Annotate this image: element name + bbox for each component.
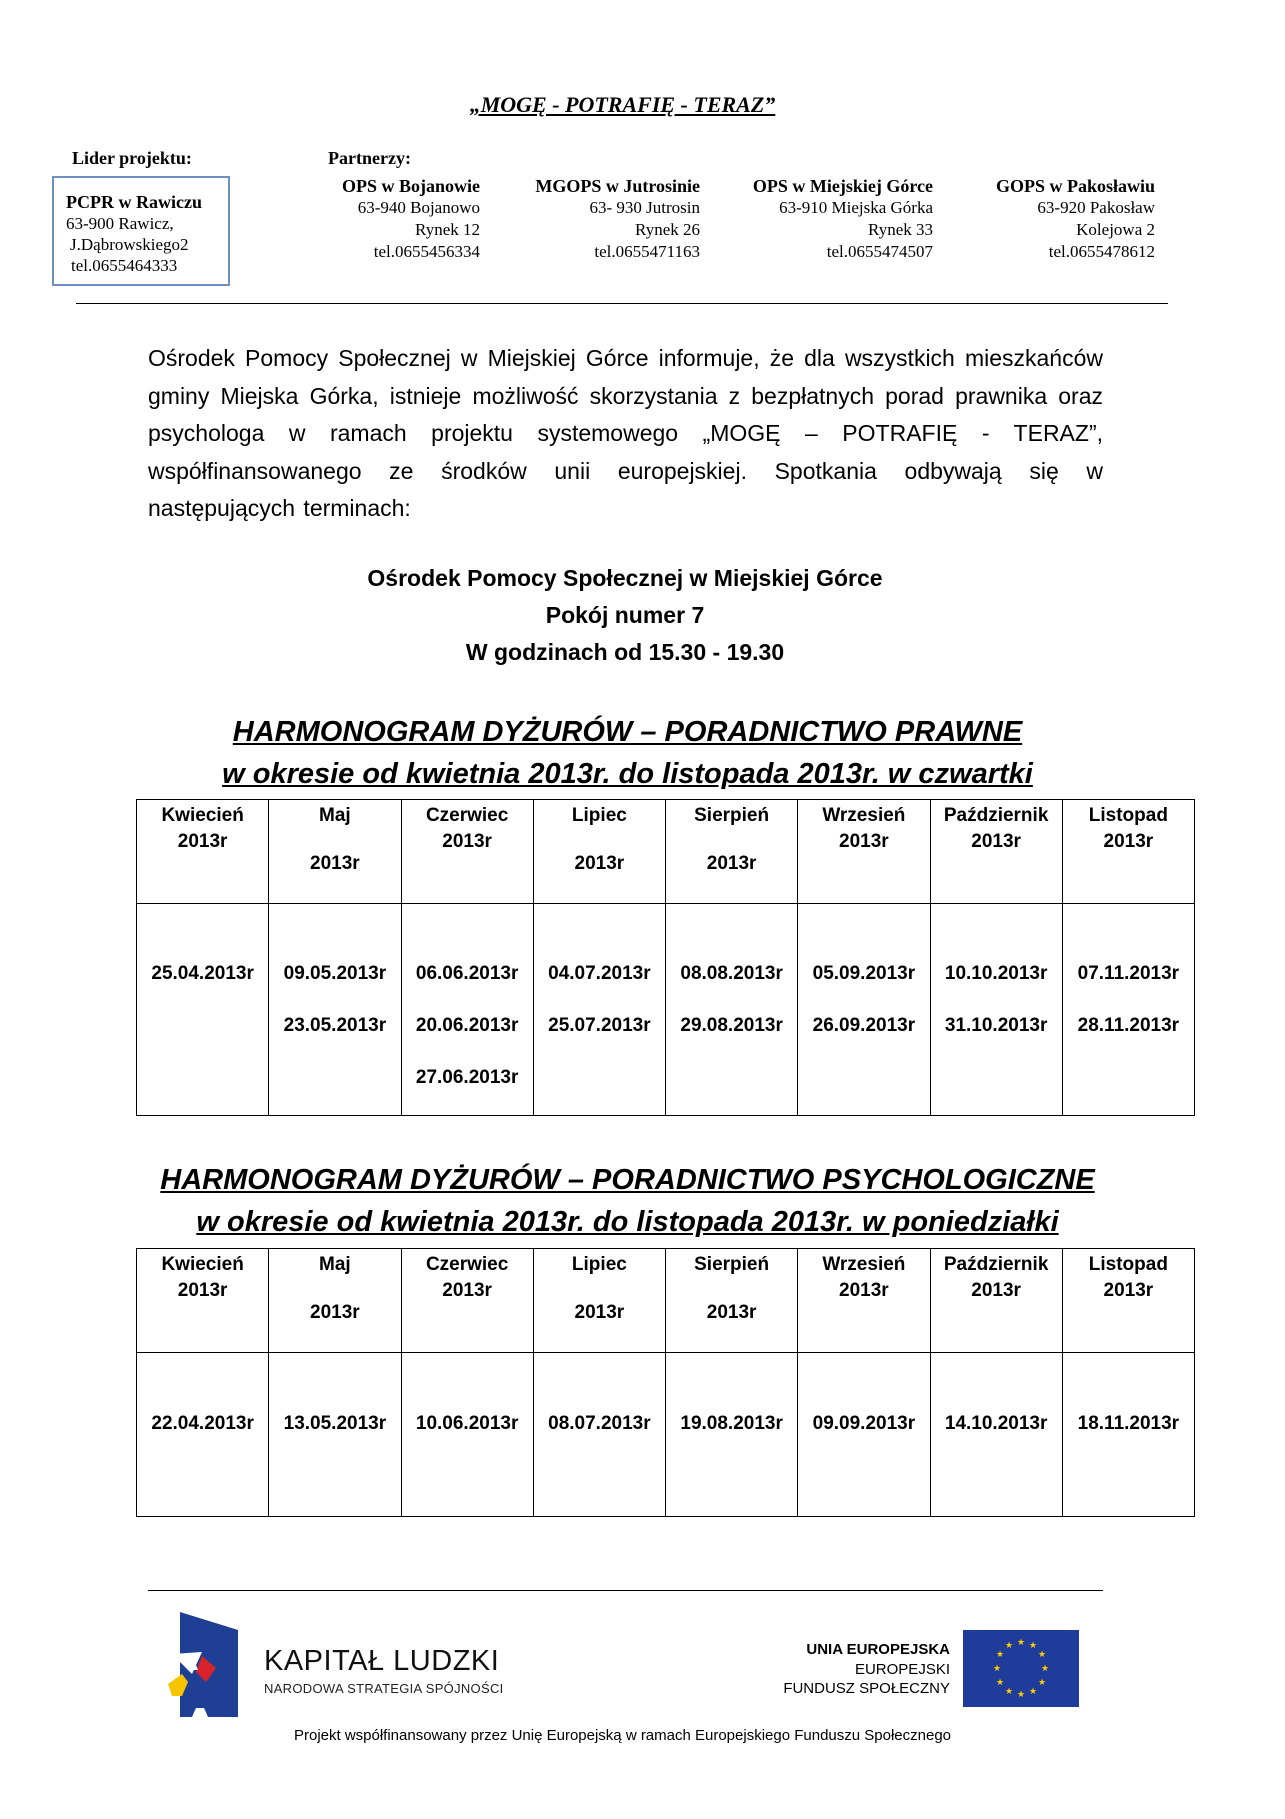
month-header (533, 800, 665, 904)
year-label: 2013r (177, 831, 228, 852)
schedule-table-legal (136, 799, 1195, 1116)
month-header (666, 800, 798, 904)
dates-cell (137, 904, 269, 1116)
month-label: Kwiecień (161, 805, 244, 826)
partners-heading: Partnerzy: (328, 148, 411, 168)
year-label: 2013r (839, 831, 889, 852)
leader-box (52, 176, 230, 286)
dates-cell (930, 1353, 1062, 1517)
date-entry: 28.11.2013r (1077, 1015, 1180, 1036)
month-header (533, 1249, 665, 1353)
svg-text:★: ★ (1016, 1638, 1026, 1648)
dates-cell (269, 1353, 401, 1517)
date-entry: 19.08.2013r (680, 1413, 783, 1434)
partner-jutrosin (500, 175, 700, 263)
table-row (137, 1353, 1195, 1517)
location-line1: Ośrodek Pomocy Społecznej w Miejskiej Górce (367, 565, 883, 591)
schedule-table-psychology (136, 1248, 1195, 1517)
svg-text:★: ★ (1040, 1664, 1050, 1674)
leader-heading: Lider projektu: (72, 148, 192, 168)
dates-cell (666, 904, 798, 1116)
dates-cell (401, 904, 533, 1116)
dates-cell (798, 904, 930, 1116)
date-entry: 25.07.2013r (548, 1015, 651, 1036)
year-label: 2013r (839, 1280, 889, 1301)
location-line3: W godzinach od 15.30 - 19.30 (465, 639, 785, 665)
date-entry: 10.10.2013r (944, 963, 1048, 984)
schedule-title-legal: HARMONOGRAM DYŻURÓW – PORADNICTWO PRAWNE (232, 716, 1023, 748)
date-entry: 04.07.2013r (548, 963, 651, 984)
year-label: 2013r (310, 1302, 360, 1323)
month-label: Wrzesień (822, 805, 906, 826)
partner-line2: Kolejowa 2 (1076, 220, 1155, 239)
eu-label-line2: EUROPEJSKI (854, 1661, 950, 1678)
month-header (798, 800, 930, 904)
date-entry: 09.09.2013r (812, 1413, 916, 1434)
date-entry: 26.09.2013r (812, 1015, 916, 1036)
date-entry: 25.04.2013r (151, 963, 254, 984)
date-entry: 09.05.2013r (283, 963, 387, 984)
year-label: 2013r (177, 1280, 228, 1301)
month-label: Listopad (1088, 1254, 1168, 1275)
table-row (137, 904, 1195, 1116)
year-label: 2013r (442, 1280, 492, 1301)
intro-paragraph: Ośrodek Pomocy Społecznej w Miejskiej Górce informuje, że dla wszystkich mieszkańców gminy Miejska Górka, istnieje możliwość skorzystania z bezpłatnych porad prawnika oraz psychologa w ramach projektu systemowego „MOGĘ – POTRAFIĘ - TERAZ”, współfinansowanego ze środków unii europejskiej. Spotkania odbywają się w następujących terminach: (148, 345, 1103, 521)
partner-line2: Rynek 12 (415, 220, 480, 239)
dates-cell (1062, 904, 1194, 1116)
month-label: Lipiec (571, 805, 627, 826)
month-header (137, 800, 269, 904)
dates-cell (401, 1353, 533, 1517)
kapital-ludzki-logo (168, 1612, 238, 1717)
dates-cell (930, 904, 1062, 1116)
svg-text:★: ★ (1028, 1687, 1038, 1697)
year-label: 2013r (574, 1302, 625, 1323)
month-label: Czerwiec (425, 1254, 509, 1275)
month-label: Sierpień (694, 805, 770, 826)
month-header (1062, 1249, 1194, 1353)
leader-name: PCPR w Rawiczu (66, 192, 202, 212)
date-entry: 29.08.2013r (680, 1015, 783, 1036)
month-header (1062, 800, 1194, 904)
svg-text:★: ★ (1037, 1678, 1047, 1688)
dates-cell (533, 904, 665, 1116)
month-header (137, 1249, 269, 1353)
month-label: Sierpień (694, 1254, 770, 1275)
date-entry: 08.07.2013r (548, 1413, 651, 1434)
year-label: 2013r (706, 1302, 757, 1323)
month-header (401, 800, 533, 904)
schedule-title-psychology: HARMONOGRAM DYŻURÓW – PORADNICTWO PSYCHOLOGICZNE (160, 1164, 1095, 1196)
dates-cell (533, 1353, 665, 1517)
table-header-row (137, 1249, 1195, 1353)
kl-title: KAPITAŁ LUDZKI (264, 1645, 500, 1677)
month-label: Kwiecień (161, 1254, 244, 1275)
month-label: Wrzesień (822, 1254, 906, 1275)
date-entry: 06.06.2013r (415, 963, 519, 984)
date-entry: 20.06.2013r (415, 1015, 519, 1036)
leader-line1: 63-900 Rawicz, (66, 214, 174, 233)
partner-line3: tel.0655478612 (1048, 242, 1155, 261)
year-label: 2013r (1103, 1280, 1154, 1301)
partner-line3: tel.0655471163 (594, 242, 700, 261)
month-header (930, 1249, 1062, 1353)
year-label: 2013r (706, 853, 757, 874)
month-label: Październik (943, 805, 1049, 826)
kl-subtitle: NARODOWA STRATEGIA SPÓJNOŚCI (264, 1681, 504, 1696)
partner-name: MGOPS w Jutrosinie (535, 176, 700, 196)
month-header (401, 1249, 533, 1353)
date-entry: 22.04.2013r (151, 1413, 254, 1434)
month-label: Maj (319, 805, 351, 826)
month-header (269, 1249, 401, 1353)
month-header (269, 800, 401, 904)
footer-divider (148, 1590, 1103, 1591)
partner-miejska-gorka (715, 175, 933, 263)
svg-text:★: ★ (1028, 1641, 1038, 1651)
dates-cell (798, 1353, 930, 1517)
svg-text:★: ★ (1016, 1690, 1026, 1700)
svg-text:★: ★ (992, 1664, 1002, 1674)
header-divider (76, 303, 1168, 304)
partner-line1: 63-940 Bojanowo (357, 198, 480, 217)
schedule-subtitle-psychology: w okresie od kwietnia 2013r. do listopada 2013r. w poniedziałki (196, 1206, 1059, 1238)
partner-line1: 63-920 Pakosław (1037, 198, 1155, 217)
table-header-row (137, 800, 1195, 904)
dates-cell (666, 1353, 798, 1517)
year-label: 2013r (574, 853, 625, 874)
month-label: Październik (943, 1254, 1049, 1275)
date-entry: 07.11.2013r (1077, 963, 1180, 984)
eu-label-line1: UNIA EUROPEJSKA (806, 1641, 950, 1658)
cofinancing-note: Projekt współfinansowany przez Unię Europejską w ramach Europejskiego Funduszu Społecznego (293, 1727, 952, 1744)
month-label: Lipiec (571, 1254, 627, 1275)
partner-line3: tel.0655474507 (826, 242, 933, 261)
location-line2: Pokój numer 7 (545, 602, 705, 628)
leader-line3: tel.0655464333 (71, 256, 178, 275)
date-entry: 05.09.2013r (812, 963, 916, 984)
partner-line2: Rynek 26 (635, 220, 700, 239)
svg-text:★: ★ (1004, 1687, 1014, 1697)
eu-flag-icon (963, 1630, 1079, 1707)
partner-line1: 63-910 Miejska Górka (779, 198, 933, 217)
date-entry: 13.05.2013r (283, 1413, 387, 1434)
dates-cell (137, 1353, 269, 1517)
month-header (930, 800, 1062, 904)
partner-pakoslaw (950, 175, 1155, 263)
partner-bojanowo (300, 175, 480, 263)
year-label: 2013r (1103, 831, 1154, 852)
partner-line3: tel.0655456334 (373, 242, 480, 261)
date-entry: 10.06.2013r (415, 1413, 519, 1434)
dates-cell (269, 904, 401, 1116)
month-header (666, 1249, 798, 1353)
project-title: „MOGĘ - POTRAFIĘ - TERAZ” (469, 92, 776, 117)
partner-name: GOPS w Pakosławiu (995, 176, 1155, 196)
svg-text:★: ★ (1037, 1650, 1047, 1660)
date-entry: 27.06.2013r (415, 1067, 519, 1088)
date-entry: 08.08.2013r (680, 963, 783, 984)
svg-text:★: ★ (995, 1650, 1005, 1660)
dates-cell (1062, 1353, 1194, 1517)
partner-line2: Rynek 33 (868, 220, 933, 239)
month-header (798, 1249, 930, 1353)
eu-label-line3: FUNDUSZ SPOŁECZNY (783, 1680, 950, 1697)
month-label: Czerwiec (425, 805, 509, 826)
date-entry: 18.11.2013r (1077, 1413, 1180, 1434)
year-label: 2013r (971, 831, 1021, 852)
svg-text:★: ★ (1004, 1641, 1014, 1651)
svg-text:★: ★ (995, 1678, 1005, 1688)
month-label: Maj (319, 1254, 351, 1275)
year-label: 2013r (310, 853, 360, 874)
schedule-subtitle-legal: w okresie od kwietnia 2013r. do listopada 2013r. w czwartki (222, 758, 1033, 790)
date-entry: 31.10.2013r (944, 1015, 1048, 1036)
date-entry: 14.10.2013r (944, 1413, 1048, 1434)
date-entry: 23.05.2013r (283, 1015, 387, 1036)
year-label: 2013r (971, 1280, 1021, 1301)
partner-name: OPS w Bojanowie (341, 176, 480, 196)
leader-line2: J.Dąbrowskiego2 (70, 235, 189, 254)
partner-name: OPS w Miejskiej Górce (752, 176, 933, 196)
partner-line1: 63- 930 Jutrosin (589, 198, 700, 217)
month-label: Listopad (1088, 805, 1168, 826)
year-label: 2013r (442, 831, 492, 852)
